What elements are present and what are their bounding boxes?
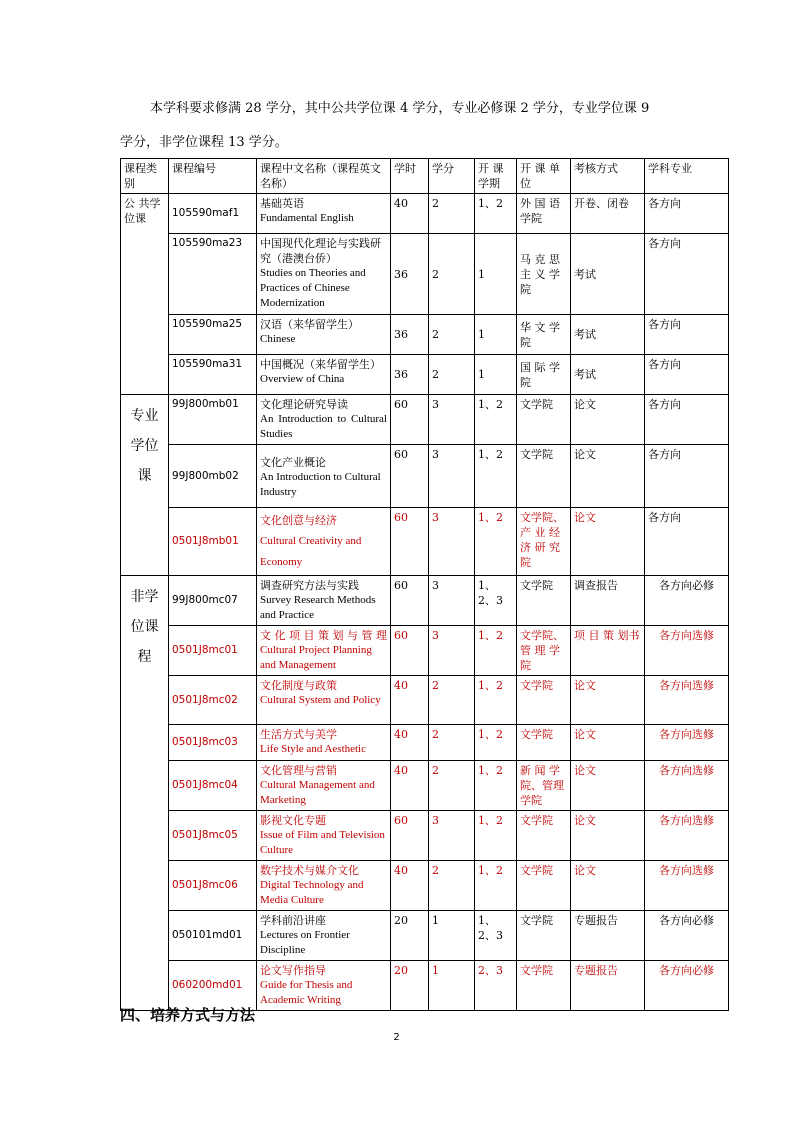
table-row	[121, 445, 729, 508]
course-dept: 华 文 学院	[517, 315, 571, 355]
course-name	[257, 811, 391, 861]
course-assess: 调查报告	[571, 576, 645, 626]
table-header-row	[121, 159, 729, 194]
category-public: 公 共学 位课	[121, 194, 169, 395]
header-name: 课程中文名称（课程英文名称）	[257, 159, 391, 194]
table-row	[121, 234, 729, 315]
course-dept: 文学院	[517, 576, 571, 626]
course-name-cn: 影视文化专题	[260, 814, 326, 827]
course-assess: 专题报告	[571, 911, 645, 961]
course-name-en: Cultural Project Planning and Management	[260, 644, 372, 671]
category-major-label: 专业学位课	[130, 408, 159, 484]
course-term: 1、2	[475, 811, 517, 861]
course-name-cn: 中国现代化理论与实践研究（港澳台侨）	[260, 237, 381, 265]
course-credits: 3	[429, 811, 475, 861]
course-term: 1	[475, 355, 517, 395]
course-major: 各方向选修	[645, 761, 729, 811]
course-major: 各方向选修	[645, 861, 729, 911]
header-credits: 学分	[429, 159, 475, 194]
course-assess: 专题报告	[571, 961, 645, 1011]
course-dept: 文学院、管 理 学院	[517, 626, 571, 676]
course-code: 050101md01	[169, 911, 257, 961]
header-dept: 开 课 单位	[517, 159, 571, 194]
header-category: 课程类别	[121, 159, 169, 194]
course-code: 0501J8mc04	[169, 761, 257, 811]
table-row	[121, 911, 729, 961]
course-dept: 文学院	[517, 811, 571, 861]
course-assess: 论文	[571, 676, 645, 725]
course-major: 各方向选修	[645, 725, 729, 761]
course-name-en: Digital Technology and Media Culture	[260, 879, 364, 906]
course-term: 1、2	[475, 725, 517, 761]
course-name-en: Fundamental English	[260, 212, 354, 224]
category-nondegree	[121, 576, 169, 1011]
table-row	[121, 315, 729, 355]
course-dept: 文学院、产 业 经济 研 究院	[517, 508, 571, 576]
course-name-cn: 数字技术与媒介文化	[260, 864, 359, 877]
course-hours: 40	[391, 725, 429, 761]
course-assess: 考试	[571, 355, 645, 395]
header-hours: 学时	[391, 159, 429, 194]
category-major	[121, 395, 169, 576]
course-name-en: Studies on Theories and Practices of Chinese Modernization	[260, 267, 366, 309]
course-code: 0501J8mc05	[169, 811, 257, 861]
course-term: 1	[475, 315, 517, 355]
course-term: 1、2、3	[475, 576, 517, 626]
course-table	[120, 158, 729, 1011]
course-hours: 36	[391, 315, 429, 355]
course-credits: 2	[429, 725, 475, 761]
table-row	[121, 811, 729, 861]
course-code: 99J800mc07	[169, 576, 257, 626]
course-name-cn: 文化创意与经济	[260, 514, 337, 527]
course-name-en: Lectures on Frontier Discipline	[260, 929, 350, 956]
course-dept: 文学院	[517, 961, 571, 1011]
course-name-cn: 中国概况（来华留学生）	[260, 358, 381, 371]
course-dept: 马 克 思主 义 学院	[517, 234, 571, 315]
course-assess: 论文	[571, 508, 645, 576]
course-assess: 论文	[571, 725, 645, 761]
course-assess: 论文	[571, 811, 645, 861]
course-name-cn: 文 化 项 目 策 划 与 管 理	[260, 629, 387, 642]
course-name	[257, 961, 391, 1011]
course-major: 各方向选修	[645, 676, 729, 725]
course-name	[257, 234, 391, 315]
course-credits: 3	[429, 445, 475, 508]
course-assess: 考试	[571, 315, 645, 355]
course-name	[257, 761, 391, 811]
course-code: 99J800mb01	[169, 395, 257, 445]
table-row	[121, 395, 729, 445]
course-name	[257, 576, 391, 626]
course-credits: 2	[429, 315, 475, 355]
category-nondegree-label: 非学位课程	[130, 589, 159, 665]
table-row	[121, 194, 729, 234]
course-term: 1、2	[475, 395, 517, 445]
course-hours: 60	[391, 576, 429, 626]
course-name-en: Cultural Creativity and Economy	[260, 535, 362, 568]
course-hours: 60	[391, 508, 429, 576]
course-hours: 40	[391, 676, 429, 725]
course-name-cn: 调查研究方法与实践	[260, 579, 359, 592]
course-assess: 考试	[571, 234, 645, 315]
course-name-en: Survey Research Methods and Practice	[260, 594, 376, 621]
table-row	[121, 576, 729, 626]
header-term: 开 课学期	[475, 159, 517, 194]
course-dept: 文学院	[517, 725, 571, 761]
course-code: 060200md01	[169, 961, 257, 1011]
course-name	[257, 508, 391, 576]
course-major: 各方向	[645, 445, 729, 508]
course-term: 1、2	[475, 626, 517, 676]
course-assess: 论文	[571, 445, 645, 508]
table-row	[121, 725, 729, 761]
course-hours: 20	[391, 961, 429, 1011]
page-number: 2	[393, 1032, 400, 1043]
course-term: 1、2	[475, 676, 517, 725]
course-credits: 3	[429, 508, 475, 576]
course-major: 各方向必修	[645, 961, 729, 1011]
course-term: 1、2	[475, 761, 517, 811]
course-name-cn: 论文写作指导	[260, 964, 326, 977]
course-code: 0501J8mc01	[169, 626, 257, 676]
course-hours: 36	[391, 355, 429, 395]
course-name-en: Issue of Film and Television Culture	[260, 829, 385, 856]
course-major: 各方向	[645, 194, 729, 234]
course-hours: 36	[391, 234, 429, 315]
table-row	[121, 676, 729, 725]
course-hours: 40	[391, 761, 429, 811]
course-name-en: Cultural System and Policy	[260, 694, 381, 706]
course-name	[257, 315, 391, 355]
course-term: 1	[475, 234, 517, 315]
course-name-cn: 汉语（来华留学生）	[260, 318, 359, 331]
course-name	[257, 861, 391, 911]
course-code: 105590maf1	[169, 194, 257, 234]
course-name-cn: 基础英语	[260, 197, 304, 210]
section-heading: 四、培养方式与方法	[120, 1006, 256, 1024]
course-dept: 文学院	[517, 861, 571, 911]
course-name	[257, 911, 391, 961]
course-major: 各方向	[645, 508, 729, 576]
course-hours: 60	[391, 445, 429, 508]
course-hours: 40	[391, 194, 429, 234]
course-credits: 3	[429, 395, 475, 445]
course-assess: 论文	[571, 395, 645, 445]
course-credits: 3	[429, 626, 475, 676]
course-name	[257, 194, 391, 234]
course-code: 0501J8mc02	[169, 676, 257, 725]
table-row	[121, 961, 729, 1011]
course-credits: 2	[429, 676, 475, 725]
course-dept: 新 闻 学院、管理学院	[517, 761, 571, 811]
course-major: 各方向	[645, 395, 729, 445]
course-name-en: Chinese	[260, 333, 296, 345]
intro-line-2: 学分，非学位课程 13 学分。	[120, 135, 288, 150]
course-assess: 论文	[571, 861, 645, 911]
course-major: 各方向必修	[645, 576, 729, 626]
course-major: 各方向	[645, 355, 729, 395]
course-name-cn: 生活方式与美学	[260, 728, 337, 741]
course-code: 0501J8mb01	[169, 508, 257, 576]
header-code: 课程编号	[169, 159, 257, 194]
header-major: 学科专业	[645, 159, 729, 194]
course-major: 各方向	[645, 315, 729, 355]
course-hours: 40	[391, 861, 429, 911]
course-term: 1、2	[475, 445, 517, 508]
course-assess: 论文	[571, 761, 645, 811]
course-name-en: Cultural Management and Marketing	[260, 779, 375, 806]
course-hours: 60	[391, 626, 429, 676]
course-major: 各方向选修	[645, 626, 729, 676]
course-term: 2、3	[475, 961, 517, 1011]
course-credits: 1	[429, 911, 475, 961]
course-credits: 2	[429, 861, 475, 911]
course-name	[257, 445, 391, 508]
course-dept: 文学院	[517, 911, 571, 961]
course-dept: 文学院	[517, 676, 571, 725]
course-name-en: An Introduction to Cultural Studies	[260, 413, 387, 440]
course-hours: 60	[391, 811, 429, 861]
course-credits: 2	[429, 234, 475, 315]
course-major: 各方向必修	[645, 911, 729, 961]
table-row	[121, 355, 729, 395]
table-row	[121, 861, 729, 911]
header-assess: 考核方式	[571, 159, 645, 194]
course-credits: 3	[429, 576, 475, 626]
table-row	[121, 761, 729, 811]
course-credits: 1	[429, 961, 475, 1011]
course-name-en: An Introduction to Cultural Industry	[260, 471, 381, 498]
course-name	[257, 626, 391, 676]
course-credits: 2	[429, 355, 475, 395]
intro-line-1: 本学科要求修满 28 学分，其中公共学位课 4 学分，专业必修课 2 学分，专业学位课 9	[150, 101, 650, 116]
course-hours: 20	[391, 911, 429, 961]
course-hours: 60	[391, 395, 429, 445]
course-name-en: Overview of China	[260, 373, 345, 385]
course-code: 99J800mb02	[169, 445, 257, 508]
course-code: 0501J8mc03	[169, 725, 257, 761]
course-assess: 开卷、闭卷	[571, 194, 645, 234]
course-name	[257, 355, 391, 395]
course-assess: 项 目 策 划书	[571, 626, 645, 676]
course-dept: 外 国 语学院	[517, 194, 571, 234]
course-term: 1、2	[475, 194, 517, 234]
course-name	[257, 395, 391, 445]
course-name	[257, 725, 391, 761]
course-term: 1、2、3	[475, 911, 517, 961]
course-dept: 文学院	[517, 395, 571, 445]
course-major: 各方向选修	[645, 811, 729, 861]
course-name-cn: 文化产业概论	[260, 456, 326, 469]
course-term: 1、2	[475, 861, 517, 911]
course-code: 105590ma25	[169, 315, 257, 355]
course-name-cn: 学科前沿讲座	[260, 914, 326, 927]
table-row	[121, 626, 729, 676]
course-credits: 2	[429, 761, 475, 811]
course-code: 105590ma23	[169, 234, 257, 315]
course-credits: 2	[429, 194, 475, 234]
course-code: 0501J8mc06	[169, 861, 257, 911]
course-name-cn: 文化管理与营销	[260, 764, 337, 777]
course-name-en: Life Style and Aesthetic	[260, 743, 366, 755]
course-name-en: Guide for Thesis and Academic Writing	[260, 979, 353, 1006]
course-major: 各方向	[645, 234, 729, 315]
course-name-cn: 文化理论研究导读	[260, 398, 348, 411]
course-name	[257, 676, 391, 725]
course-code: 105590ma31	[169, 355, 257, 395]
table-row	[121, 508, 729, 576]
course-term: 1、2	[475, 508, 517, 576]
course-dept: 文学院	[517, 445, 571, 508]
course-dept: 国 际 学院	[517, 355, 571, 395]
course-name-cn: 文化制度与政策	[260, 679, 337, 692]
